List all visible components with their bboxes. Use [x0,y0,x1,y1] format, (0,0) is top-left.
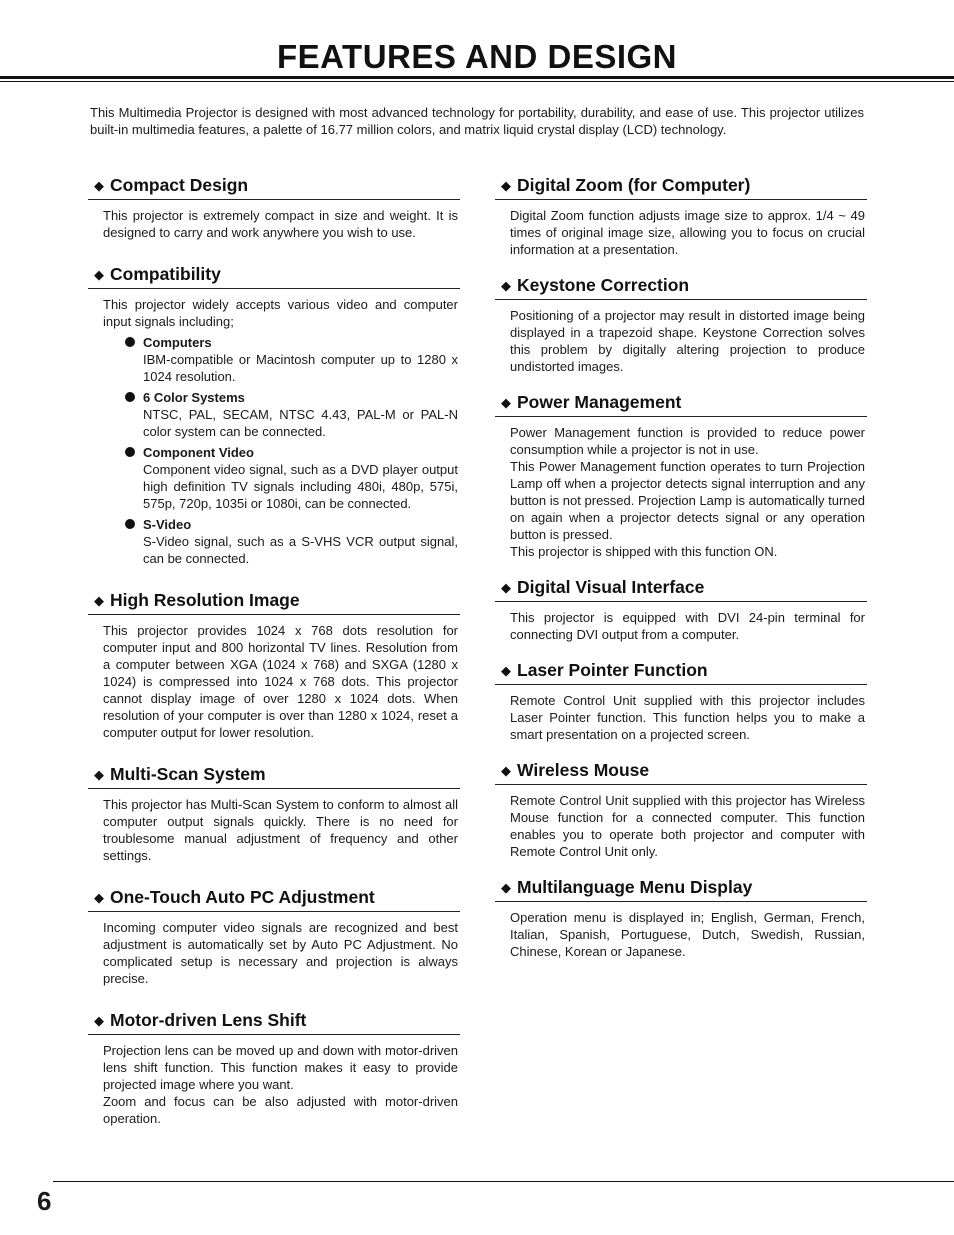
diamond-icon: ◆ [501,880,511,895]
diamond-icon: ◆ [94,267,104,282]
section-heading-text: Keystone Correction [517,275,690,295]
filled-circle-icon [125,519,135,529]
section-heading [88,172,460,200]
list-item-title: S-Video [143,517,192,532]
section-body [88,615,460,741]
section-body [88,200,460,241]
intro-paragraph: This Multimedia Projector is designed with most advanced technology for portability, durability, and ease of use. This projector utilizes built-in multimedia features, a palette of 16.77 million colors, and matrix liquid crystal display (LCD) technology. [90,105,864,137]
filled-circle-icon [125,392,135,402]
section-text: This projector has Multi-Scan System to conform to almost all computer output signals quickly. There is no need for troublesome manual adjustment of frequency and other settings. [103,797,458,863]
section-body [495,685,867,743]
section-body [495,200,867,258]
diamond-icon: ◆ [501,278,511,293]
section-text: Operation menu is displayed in; English, German, French, Italian, Spanish, Portuguese, Dutch, Swedish, Russian, Chinese, Korean or Japanese. [510,910,865,959]
section-multilanguage-menu-display [495,874,867,960]
section-body [88,1035,460,1127]
section-text: This Power Management function operates to turn Projection Lamp off when a projector detects signal interruption and any button is not pressed. Projection Lamp is automatically turned on again when a projector detects signal or any operation button is pressed. [510,459,865,542]
section-heading [88,261,460,289]
section-power-management [495,389,867,560]
list-item [125,516,458,567]
section-body [88,789,460,864]
section-text: Incoming computer video signals are recognized and best adjustment is automatically set by Auto PC Adjustment. No complicated setup is necessary and projection is always precise. [103,920,458,986]
title-rule [0,76,954,79]
list-item-text: Component video signal, such as a DVD player output high definition TV signals including 480i, 480p, 575i, 575p, 720p, 1035i or 1080i, can be connected. [143,462,458,511]
section-heading-text: Compact Design [110,175,249,195]
diamond-icon: ◆ [501,763,511,778]
section-text: Zoom and focus can be also adjusted with motor-driven operation. [103,1094,458,1126]
list-item-text: S-Video signal, such as a S-VHS VCR output signal, can be connected. [143,534,458,566]
section-motor-driven-lens-shift [88,1007,460,1127]
section-heading-text: Digital Visual Interface [517,577,705,597]
section-body [495,602,867,643]
signal-list [103,334,458,567]
section-heading [495,874,867,902]
section-heading [495,172,867,200]
section-heading [88,884,460,912]
left-column [88,172,460,1147]
section-heading-text: Multi-Scan System [110,764,266,784]
section-heading-text: Laser Pointer Function [517,660,708,680]
diamond-icon: ◆ [94,890,104,905]
section-wireless-mouse [495,757,867,860]
section-text: This projector is shipped with this function ON. [510,544,778,559]
list-item-title: 6 Color Systems [143,390,245,405]
section-heading [495,272,867,300]
list-item [125,444,458,512]
section-text: This projector is equipped with DVI 24-pin terminal for connecting DVI output from a computer. [510,610,865,642]
section-body [495,902,867,960]
section-heading-text: One-Touch Auto PC Adjustment [110,887,375,907]
section-heading-text: Multilanguage Menu Display [517,877,753,897]
diamond-icon: ◆ [94,767,104,782]
section-text: This projector provides 1024 x 768 dots resolution for computer input and 800 horizontal TV lines. Resolution from a computer between XGA (1024 x 768) and SXGA (1280 x 1024) is compressed into 1024 x 768 dots. This projector cannot display image of over 1280 x 1024 dots. When resolution of your computer is over than 1280 x 1024, reset a computer output for lower resolution. [103,623,458,740]
diamond-icon: ◆ [501,178,511,193]
section-text: Remote Control Unit supplied with this projector includes Laser Pointer function. This function helps you to make a smart presentation on a projected screen. [510,693,865,742]
section-heading [495,389,867,417]
section-text: Power Management function is provided to reduce power consumption while a projector is not in use. [510,425,865,457]
section-heading-text: High Resolution Image [110,590,300,610]
section-multi-scan-system [88,761,460,864]
section-heading-text: Compatibility [110,264,221,284]
title-rule-thin [0,81,954,82]
section-text: This projector widely accepts various video and computer input signals including; [103,297,458,329]
diamond-icon: ◆ [94,1013,104,1028]
section-heading-text: Motor-driven Lens Shift [110,1010,307,1030]
section-text: This projector is extremely compact in size and weight. It is designed to carry and work anywhere you wish to use. [103,208,458,240]
diamond-icon: ◆ [94,178,104,193]
section-body [88,289,460,567]
section-text: Positioning of a projector may result in distorted image being displayed in a trapezoid shape. Keystone Correction solves this problem by digitally altering projection to produce undistorted images. [510,308,865,374]
section-body [495,300,867,375]
section-text: Remote Control Unit supplied with this projector has Wireless Mouse function for a connected computer. This function enables you to operate both projector and computer with Remote Control Unit only. [510,793,865,859]
section-heading-text: Digital Zoom (for Computer) [517,175,751,195]
page-number: 6 [37,1186,52,1216]
section-high-resolution-image [88,587,460,741]
right-column [495,172,867,974]
section-compact-design [88,172,460,241]
diamond-icon: ◆ [501,580,511,595]
list-item-text: IBM-compatible or Macintosh computer up to 1280 x 1024 resolution. [143,352,458,384]
section-digital-zoom [495,172,867,258]
section-laser-pointer-function [495,657,867,743]
section-keystone-correction [495,272,867,375]
diamond-icon: ◆ [94,593,104,608]
list-item-title: Computers [143,335,212,350]
section-text: Projection lens can be moved up and down with motor-driven lens shift function. This function makes it easy to provide projected image where you want. [103,1043,458,1092]
section-body [495,785,867,860]
footer-rule [53,1181,954,1182]
diamond-icon: ◆ [501,395,511,410]
page-title: FEATURES AND DESIGN [276,38,678,75]
section-auto-pc-adjustment [88,884,460,987]
list-item-title: Component Video [143,445,254,460]
section-compatibility [88,261,460,567]
section-digital-visual-interface [495,574,867,643]
section-heading [495,574,867,602]
section-heading-text: Wireless Mouse [517,760,650,780]
section-heading [88,587,460,615]
list-item [125,389,458,440]
filled-circle-icon [125,337,135,347]
list-item-text: NTSC, PAL, SECAM, NTSC 4.43, PAL-M or PAL-N color system can be connected. [143,407,458,439]
section-text: Digital Zoom function adjusts image size to approx. 1/4 ~ 49 times of original image size, allowing you to focus on crucial information at a presentation. [510,208,865,257]
section-body [495,417,867,560]
list-item [125,334,458,385]
diamond-icon: ◆ [501,663,511,678]
section-heading [88,1007,460,1035]
filled-circle-icon [125,447,135,457]
section-heading [88,761,460,789]
section-heading [495,657,867,685]
section-heading-text: Power Management [517,392,682,412]
section-heading [495,757,867,785]
section-body [88,912,460,987]
